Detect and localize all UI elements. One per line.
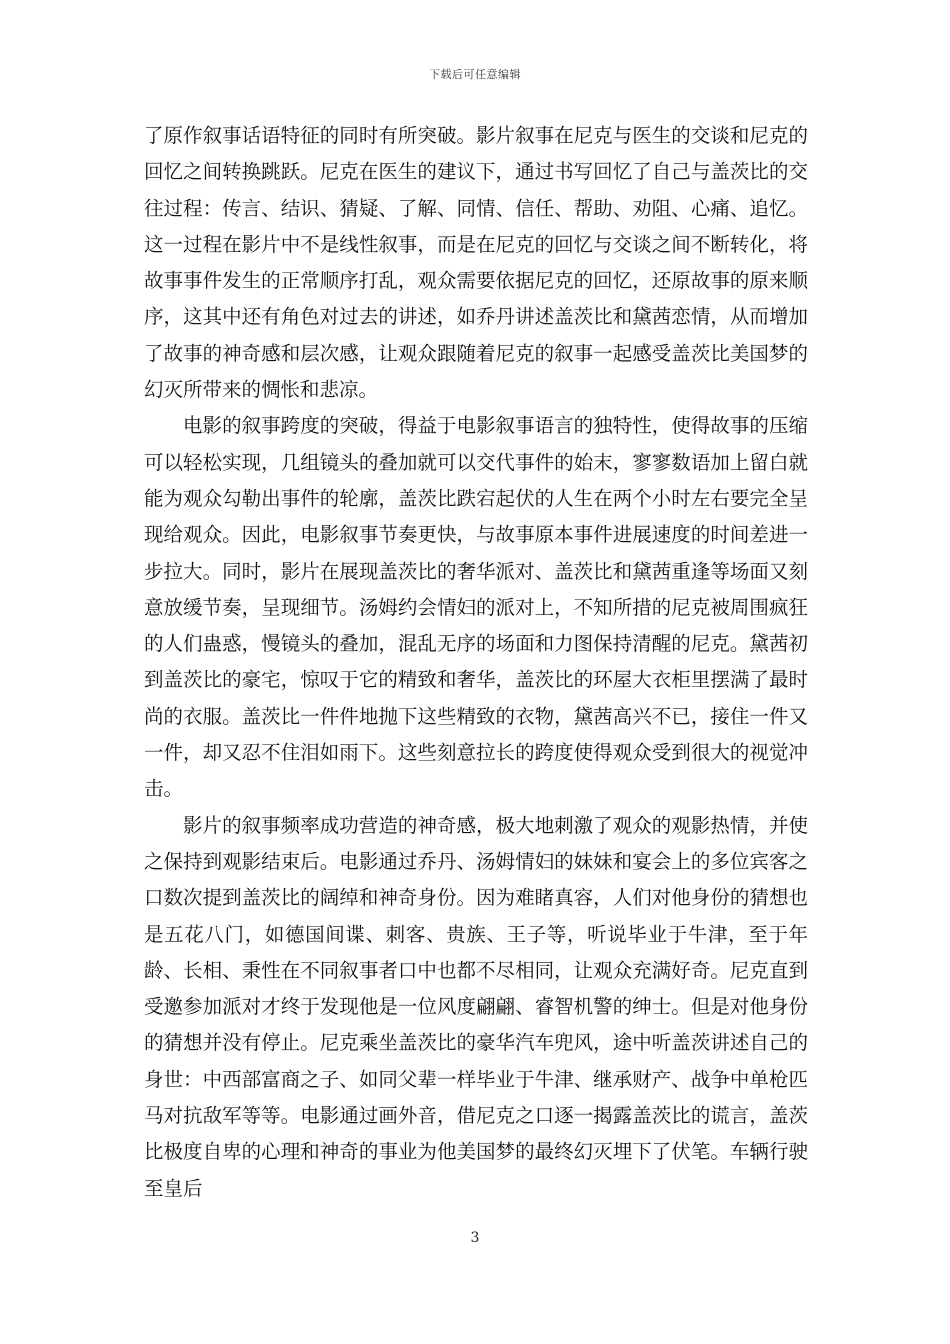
page-header: 下载后可任意编辑 <box>429 68 521 81</box>
page-number: 3 <box>470 1230 480 1246</box>
paragraph-narrative-span: 电影的叙事跨度的突破，得益于电影叙事语言的独特性，使得故事的压缩可以轻松实现，几组镜头的叠加就可以交代事件的始末，寥寥数语加上留白就能为观众勾勒出事件的轮廓，盖茨比跌宕起伏的人生在两个小时左右要完全呈现给观众。因此，电影叙事节奏更快，与故事原本事件进展速度的时间差进一步拉大。同时，影片在展现盖茨比的奢华派对、盖茨比和黛茜重逢等场面又刻意放缓节奏，呈现细节。汤姆约会情妇的派对上，不知所措的尼克被周围疯狂的人们蛊惑，慢镜头的叠加，混乱无序的场面和力图保持清醒的尼克。黛茜初到盖茨比的豪宅，惊叹于它的精致和奢华，盖茨比的环屋大衣柜里摆满了最时尚的衣服。盖茨比一件件地抛下这些精致的衣物，黛茜高兴不已，接住一件又一件，却又忍不住泪如雨下。这些刻意拉长的跨度使得观众受到很大的视觉冲击。 <box>144 414 808 801</box>
paragraph-narrative-frequency: 影片的叙事频率成功营造的神奇感，极大地刺激了观众的观影热情，并使之保持到观影结束后。电影通过乔丹、汤姆情妇的妹妹和宴会上的多位宾客之口数次提到盖茨比的阔绰和神奇身份。因为难睹真容，人们对他身份的猜想也是五花八门，如德国间谍、刺客、贵族、王子等，听说毕业于牛津，至于年龄、长相、秉性在不同叙事者口中也都不尽相同，让观众充满好奇。尼克直到受邀参加派对才终于发现他是一位风度翩翩、睿智机警的绅士。但是对他身份的猜想并没有停止。尼克乘坐盖茨比的豪华汽车兜风，途中听盖茨讲述自己的身世：中西部富商之子、如同父辈一样毕业于牛津、继承财产、战争中单枪匹马对抗敌军等等。电影通过画外音，借尼克之口逐一揭露盖茨比的谎言，盖茨比极度自卑的心理和神奇的事业为他美国梦的最终幻灭埋下了伏笔。车辆行驶至皇后 <box>144 813 808 1200</box>
paragraph-continued: 了原作叙事话语特征的同时有所突破。影片叙事在尼克与医生的交谈和尼克的回忆之间转换跳跃。尼克在医生的建议下，通过书写回忆了自己与盖茨比的交往过程：传言、结识、猜疑、了解、同情、信任、帮助、劝阻、心痛、追忆。这一过程在影片中不是线性叙事，而是在尼克的回忆与交谈之间不断转化，将故事事件发生的正常顺序打乱，观众需要依据尼克的回忆，还原故事的原来顺序，这其中还有角色对过去的讲述，如乔丹讲述盖茨比和黛茜恋情，从而增加了故事的神奇感和层次感，让观众跟随着尼克的叙事一起感受盖茨比美国梦的幻灭所带来的惆怅和悲凉。 <box>144 124 808 402</box>
body-text <box>144 118 808 1207</box>
